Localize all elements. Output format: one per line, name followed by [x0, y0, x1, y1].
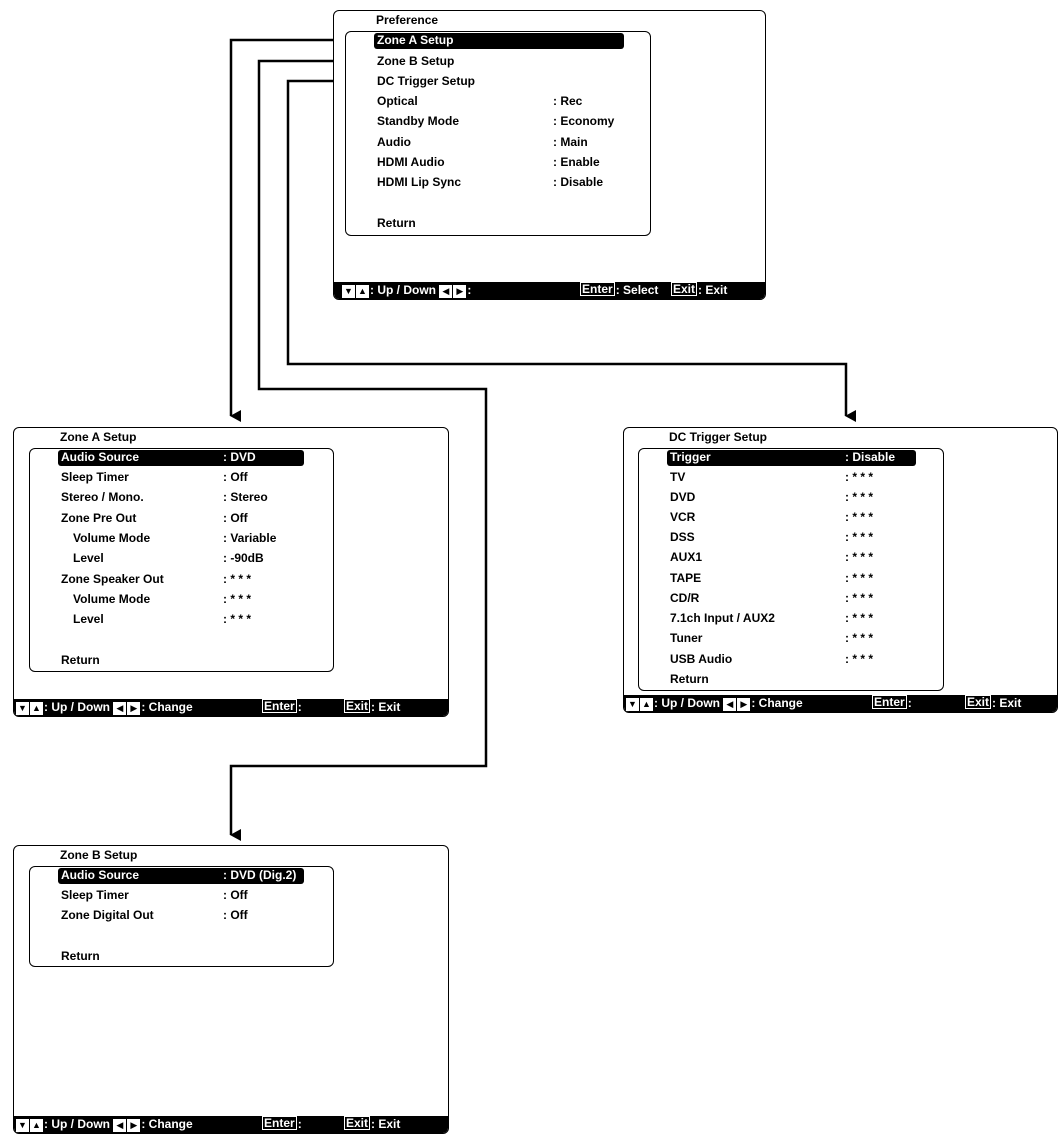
- menu-item-usb-audio[interactable]: USB Audio : * * *: [670, 652, 874, 666]
- menu-item-7-1ch-input-aux2[interactable]: 7.1ch Input / AUX2 : * * *: [670, 611, 874, 625]
- menu-item-audio-source[interactable]: Audio Source : DVD (Dig.2): [61, 868, 297, 882]
- enter-key-icon: Enter: [874, 695, 905, 709]
- enter-key-icon: Enter: [264, 699, 295, 713]
- menu-item-optical[interactable]: Optical : Rec: [377, 94, 583, 108]
- menu-item-zone-pre-out[interactable]: Zone Pre Out : Off: [61, 511, 248, 525]
- menu-item-pre-out-volume-mode[interactable]: Volume Mode : Variable: [73, 531, 277, 545]
- menu-item-trigger[interactable]: Trigger : Disable: [670, 450, 896, 464]
- screen-title: Preference: [376, 13, 439, 27]
- exit-key-icon: Exit: [673, 282, 696, 296]
- menu-item-zone-digital-out[interactable]: Zone Digital Out : Off: [61, 908, 248, 922]
- exit-key-icon: Exit: [346, 699, 369, 713]
- enter-key-icon: Enter: [264, 1116, 295, 1130]
- up-arrow-icon: ▲: [30, 702, 43, 715]
- left-arrow-icon: ◀: [113, 1119, 126, 1132]
- menu-item-vcr[interactable]: VCR : * * *: [670, 510, 874, 524]
- screen-title: Zone B Setup: [60, 848, 138, 862]
- menu-item-sleep-timer[interactable]: Sleep Timer : Off: [61, 470, 248, 484]
- menu-item-speaker-out-volume-mode[interactable]: Volume Mode : * * *: [73, 592, 252, 606]
- preference-screen: [333, 10, 766, 300]
- menu-item-hdmi-lip-sync[interactable]: HDMI Lip Sync : Disable: [377, 175, 604, 189]
- dc-trigger-setup-screen: [623, 427, 1058, 713]
- right-arrow-icon: ▶: [127, 1119, 140, 1132]
- menu-item-speaker-out-level[interactable]: Level : * * *: [73, 612, 252, 626]
- down-arrow-icon: ▼: [626, 698, 639, 711]
- zone-b-setup-screen: [13, 845, 449, 1134]
- menu-item-return[interactable]: Return: [61, 653, 100, 667]
- right-arrow-icon: ▶: [737, 698, 750, 711]
- menu-item-dss[interactable]: DSS : * * *: [670, 530, 874, 544]
- menu-item-cd-r[interactable]: CD/R : * * *: [670, 591, 874, 605]
- enter-key-icon: Enter: [582, 282, 613, 296]
- menu-item-pre-out-level[interactable]: Level : -90dB: [73, 551, 264, 565]
- exit-key-icon: Exit: [346, 1116, 369, 1130]
- menu-item-return[interactable]: Return: [670, 672, 709, 686]
- menu-item-sleep-timer[interactable]: Sleep Timer : Off: [61, 888, 248, 902]
- menu-item-audio-source[interactable]: Audio Source : DVD: [61, 450, 256, 464]
- left-arrow-icon: ◀: [723, 698, 736, 711]
- menu-item-zone-a-setup[interactable]: Zone A Setup: [377, 33, 454, 47]
- left-arrow-icon: ◀: [439, 285, 452, 298]
- menu-item-zone-speaker-out[interactable]: Zone Speaker Out : * * *: [61, 572, 252, 586]
- footer-bar: ▼ ▲ : Up / Down ◀ ▶ : Change Enter : Exit : Exit: [14, 699, 448, 716]
- menu-item-return[interactable]: Return: [377, 216, 416, 230]
- right-arrow-icon: ▶: [127, 702, 140, 715]
- menu-item-stereo-mono[interactable]: Stereo / Mono. : Stereo: [61, 490, 268, 504]
- up-arrow-icon: ▲: [640, 698, 653, 711]
- footer-bar: ▼ ▲ : Up / Down ◀ ▶ : Enter : Select Exit : Exit: [334, 282, 765, 299]
- menu-item-dc-trigger-setup[interactable]: DC Trigger Setup: [377, 74, 476, 88]
- up-arrow-icon: ▲: [356, 285, 369, 298]
- menu-item-aux1[interactable]: AUX1 : * * *: [670, 550, 874, 564]
- menu-item-standby-mode[interactable]: Standby Mode : Economy: [377, 114, 615, 128]
- footer-bar: ▼ ▲ : Up / Down ◀ ▶ : Change Enter : Exit : Exit: [624, 695, 1057, 712]
- down-arrow-icon: ▼: [342, 285, 355, 298]
- menu-item-tv[interactable]: TV : * * *: [670, 470, 874, 484]
- down-arrow-icon: ▼: [16, 702, 29, 715]
- menu-item-hdmi-audio[interactable]: HDMI Audio : Enable: [377, 155, 600, 169]
- menu-item-tape[interactable]: TAPE : * * *: [670, 571, 874, 585]
- footer-bar: ▼ ▲ : Up / Down ◀ ▶ : Change Enter : Exit : Exit: [14, 1116, 448, 1133]
- up-arrow-icon: ▲: [30, 1119, 43, 1132]
- down-arrow-icon: ▼: [16, 1119, 29, 1132]
- left-arrow-icon: ◀: [113, 702, 126, 715]
- menu-item-return[interactable]: Return: [61, 949, 100, 963]
- menu-item-zone-b-setup[interactable]: Zone B Setup: [377, 54, 455, 68]
- exit-key-icon: Exit: [967, 695, 990, 709]
- zone-a-setup-screen: [13, 427, 449, 717]
- menu-item-dvd[interactable]: DVD : * * *: [670, 490, 874, 504]
- menu-item-tuner[interactable]: Tuner : * * *: [670, 631, 874, 645]
- screen-title: DC Trigger Setup: [669, 430, 768, 444]
- right-arrow-icon: ▶: [453, 285, 466, 298]
- screen-title: Zone A Setup: [60, 430, 137, 444]
- menu-item-audio[interactable]: Audio : Main: [377, 135, 588, 149]
